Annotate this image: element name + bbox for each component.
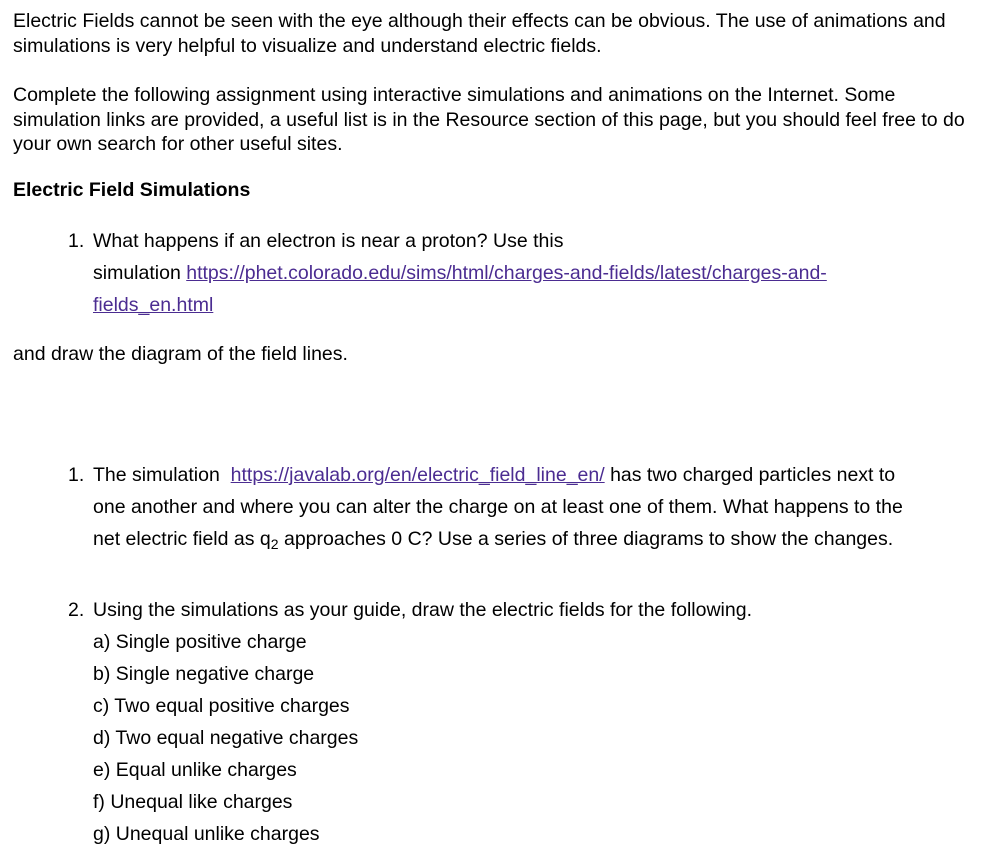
question-1-text: What happens if an electron is near a proton? Use this — [93, 230, 564, 252]
question-3-text: Using the simulations as your guide, draw the electric fields for the following. — [93, 599, 752, 621]
question-1-prefix: simulation — [93, 262, 187, 284]
question-1-number: 1. — [68, 230, 85, 252]
question-1-link-line-2 — [68, 289, 983, 321]
question-3 — [68, 594, 983, 626]
list-item: b) Single negative charge — [93, 663, 315, 685]
intro-paragraph-1: Electric Fields cannot be seen with the eye although their effects can be obvious. The use of animations and simulations is very helpful to visualize and understand electric fields. — [13, 10, 946, 57]
list-item: g) Unequal unlike charges — [93, 823, 320, 845]
q-subscript: 2 — [270, 536, 279, 552]
phet-simulation-link-cont[interactable]: fields_en.html — [93, 294, 214, 316]
list-item: e) Equal unlike charges — [93, 759, 297, 781]
question-2-line-c — [68, 523, 983, 560]
list-item: c) Two equal positive charges — [93, 695, 350, 717]
phet-simulation-link[interactable]: https://phet.colorado.edu/sims/html/charges-and-fields/latest/charges-and- — [186, 262, 827, 284]
question-2-text-c1: net electric field as q — [93, 528, 271, 550]
section-heading: Electric Field Simulations — [13, 179, 251, 201]
list-item: d) Two equal negative charges — [93, 727, 359, 749]
list-item: a) Single positive charge — [93, 631, 307, 653]
question-2-text-a: has two charged particles next to — [604, 464, 896, 486]
question-1 — [68, 225, 983, 321]
question-2-number: 1. — [68, 464, 85, 486]
question-3-number: 2. — [68, 599, 85, 621]
intro-paragraph-2: Complete the following assignment using interactive simulations and animations on the Internet. Some simulation links are provided, a useful list is in the Resource section of this page, but you should feel free to do your own search for other useful sites. — [13, 84, 965, 155]
javalab-simulation-link[interactable]: https://javalab.org/en/electric_field_line_en/ — [230, 464, 605, 486]
question-2-text-b: one another and where you can alter the charge on at least one of them. What happens to the — [93, 496, 903, 518]
question-2-prefix: The simulation — [93, 464, 226, 486]
question-2 — [68, 459, 983, 560]
question-2-text-c2: approaches 0 C? Use a series of three diagrams to show the changes. — [278, 528, 894, 550]
question-1-link-line — [68, 257, 983, 289]
list-item: f) Unequal like charges — [93, 791, 293, 813]
question-1-followup: and draw the diagram of the field lines. — [13, 343, 348, 365]
